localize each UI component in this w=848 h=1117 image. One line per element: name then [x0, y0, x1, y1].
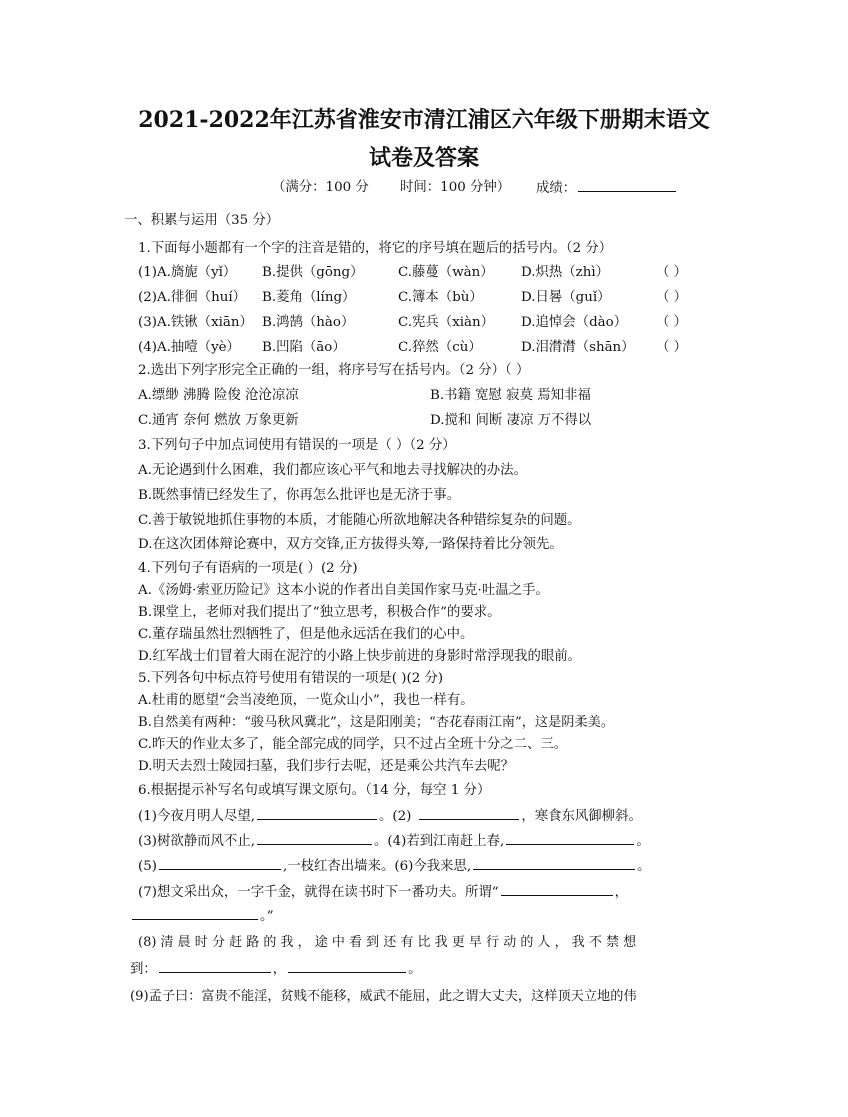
q1-option-b: B.鸿鹄（hào）: [262, 315, 355, 330]
q4-option-a: A.《汤姆·索亚历险记》这本小说的作者出自美国作家马克·吐温之手。: [138, 583, 549, 598]
q1-option-c: C.宪兵（xiàn）: [398, 315, 495, 330]
q6-stem: 6.根据提示补写名句或填写课文原句。（14 分，每空 1 分）: [138, 783, 491, 798]
q1-answer-paren[interactable]: （ ）: [656, 290, 688, 305]
fill-blank[interactable]: [159, 960, 271, 973]
q6-line-1-2: (1)今夜月明人尽望, 。(2) ，寒食东风御柳斜。: [138, 809, 642, 824]
q1-answer-paren[interactable]: （ ）: [656, 265, 688, 280]
q6-line-9: (9)孟子曰：富贵不能淫，贫贱不能移，威武不能屈，此之谓大丈夫，这样顶天立地的伟: [130, 989, 637, 1004]
fill-blank[interactable]: [257, 807, 377, 820]
q6-line-8-cont: 到： ， 。: [130, 962, 422, 977]
q1-option-d: D.追悼会（dào）: [521, 315, 628, 330]
fill-blank[interactable]: [501, 883, 613, 896]
q1-option-a: (2)A.徘徊（huí）: [138, 290, 246, 305]
q3-stem: 3.下列句子中加点词使用有错误的一项是（ ）（2 分）: [138, 438, 456, 453]
q6-line-3-4: (3)树欲静而风不止, 。(4)若到江南赶上春, 。: [138, 834, 650, 849]
q6-line-8: (8) 清 晨 时 分 赶 路 的 我 ， 途 中 看 到 还 有 比 我 更 早 行 动 的 人 ， 我 不 禁 想: [138, 935, 637, 950]
q1-option-c: C.藤蔓（wàn）: [398, 265, 494, 280]
q1-answer-paren[interactable]: （ ）: [656, 315, 688, 330]
q3-option-d: D.在这次团体辩论赛中，双方交锋,正方拔得头筹,一路保持着比分领先。: [138, 537, 563, 552]
exam-title-line2: 试卷及答案: [368, 145, 479, 171]
fill-blank[interactable]: [288, 960, 406, 973]
q4-option-b: B.课堂上，老师对我们提出了“独立思考，积极合作”的要求。: [138, 605, 501, 620]
meta-score-label: 成绩：: [536, 179, 678, 198]
q1-option-b: B.凹陷（āo）: [262, 340, 346, 355]
q1-option-d: D.炽热（zhì）: [521, 265, 610, 280]
q4-option-d: D.红军战士们冒着大雨在泥泞的小路上快步前进的身影时常浮现我的眼前。: [138, 649, 582, 664]
q6-line-7-cont: 。”: [130, 907, 274, 926]
q2-option-c: C.通宵 奈何 燃放 万象更新: [138, 413, 299, 428]
q1-option-a: (1)A.旖旎（yǐ）: [138, 265, 237, 280]
meta-time: 时间：100 分钟）: [400, 180, 511, 195]
q4-option-c: C.董存瑞虽然壮烈牺牲了，但是他永远活在我们的心中。: [138, 627, 474, 642]
fill-blank[interactable]: [473, 857, 635, 870]
q6-line-5-6: (5) ,一枝红杏出墙来。(6)今我来思, 。: [138, 859, 651, 874]
q1-option-a: (4)A.抽噎（yè）: [138, 340, 240, 355]
fill-blank[interactable]: [257, 832, 372, 845]
fill-blank[interactable]: [159, 857, 281, 870]
q3-option-c: C.善于敏锐地抓住事物的本质，才能随心所欲地解决各种错综复杂的问题。: [138, 513, 581, 528]
q3-option-a: A.无论遇到什么困难，我们都应该心平气和地去寻找解决的办法。: [138, 463, 527, 478]
q1-option-b: B.菱角（líng）: [262, 290, 356, 305]
q5-stem: 5.下列各句中标点符号使用有错误的一项是( )(2 分): [138, 671, 444, 686]
q2-option-b: B.书籍 宽慰 寂莫 焉知非福: [430, 388, 591, 403]
fill-blank[interactable]: [506, 832, 634, 845]
score-blank[interactable]: [578, 179, 676, 192]
q5-option-c: C.昨天的作业太多了，能全部完成的同学，只不过占全班十分之二、三。: [138, 737, 568, 752]
q1-answer-paren[interactable]: （ ）: [656, 340, 688, 355]
q6-line-7: (7)想文采出众，一字千金，就得在读书时下一番功夫。所谓“ ，: [138, 885, 628, 900]
q5-option-d: D.明天去烈士陵园扫墓，我们步行去呢，还是乘公共汽车去呢？: [138, 759, 515, 774]
fill-blank[interactable]: [419, 807, 519, 820]
fill-blank[interactable]: [132, 907, 258, 920]
q1-option-a: (3)A.铁锹（xiān）: [138, 315, 253, 330]
q1-option-b: B.提供（gōng）: [262, 265, 364, 280]
q2-option-a: A.缥缈 沸腾 险俊 沧沧凉凉: [138, 388, 299, 403]
q4-stem: 4.下列句子有语病的一项是( ）(2 分): [138, 561, 358, 576]
q1-stem: 1.下面每小题都有一个字的注音是错的，将它的序号填在题后的括号内。（2 分）: [138, 241, 613, 256]
meta-full-score: （满分：100 分: [272, 180, 369, 195]
section-heading: 一、积累与运用（35 分）: [124, 213, 280, 228]
q1-option-c: C.簿本（bù）: [398, 290, 483, 305]
q5-option-b: B.自然美有两种：“骏马秋风冀北”，这是阳刚美；“杏花春雨江南”，这是阴柔美。: [138, 715, 615, 730]
q2-option-d: D.搅和 间断 凄凉 万不得以: [430, 413, 592, 428]
q5-option-a: A.杜甫的愿望“会当凌绝顶，一览众山小”，我也一样有。: [138, 693, 474, 708]
q2-stem: 2.选出下列字形完全正确的一组，将序号写在括号内。（2 分）（ ）: [138, 363, 530, 378]
q1-option-c: C.猝然（cù）: [398, 340, 482, 355]
exam-title-line1: 2021-2022年江苏省淮安市清江浦区六年级下册期末语文: [138, 107, 710, 133]
q1-option-d: D.泪潸潸（shān）: [521, 340, 635, 355]
q1-option-d: D.日晷（guǐ）: [521, 290, 611, 305]
q3-option-b: B.既然事情已经发生了，你再怎么批评也是无济于事。: [138, 488, 461, 503]
